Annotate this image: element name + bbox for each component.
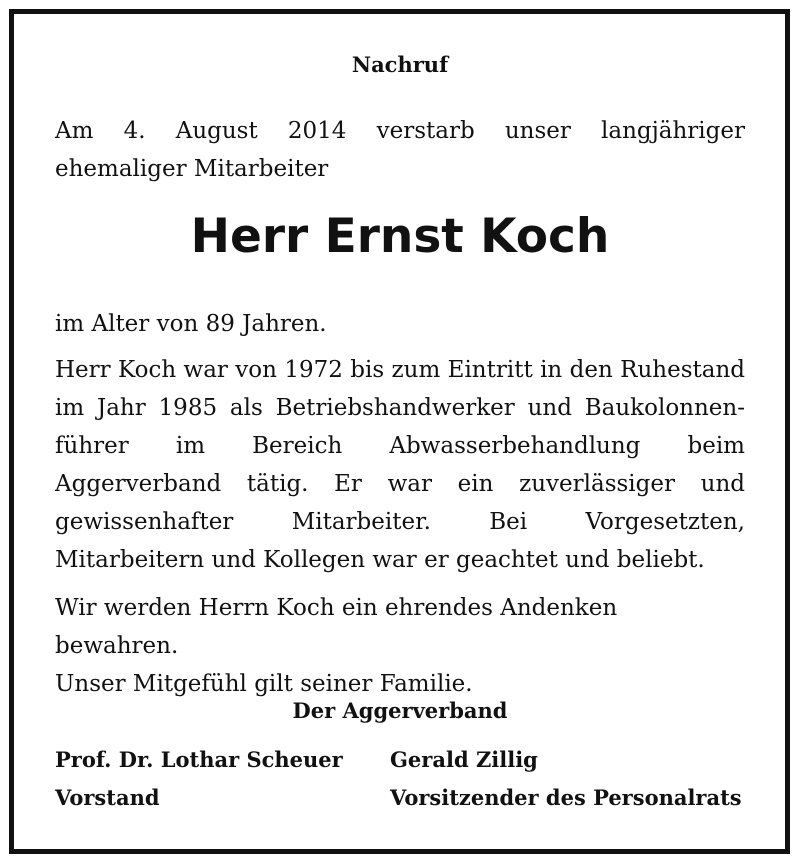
signatory-role: Vorsitzender des Personalrats: [390, 785, 742, 810]
age-line: im Alter von 89 Jahren.: [55, 311, 327, 337]
signatory-role: Vorstand: [55, 785, 160, 810]
organization-name: Der Aggerverband: [292, 698, 508, 723]
closing-line: Wir werden Herrn Koch ein ehrendes Andenken bewahren.: [55, 595, 618, 659]
signatory-name: Prof. Dr. Lothar Scheuer: [55, 747, 343, 772]
signatory-left: [55, 741, 343, 817]
closing-line: Unser Mitgefühl gilt seiner Familie.: [55, 671, 473, 697]
body-text: Herr Koch war von 1972 bis zum Eintritt in den Ruhestand im Jahr 1985 als Betriebshandwerker und Baukolonnenführer im Bereich Abwasserbehandlung beim Aggerverband tätig. Er war ein zuverlässiger und gewissenhafter Mitarbeiter. Bei Vorgesetzten, Mitarbeitern und Kollegen war er geachtet und beliebt.: [55, 357, 745, 573]
deceased-name: Herr Ernst Koch: [190, 209, 610, 264]
closing-text: [55, 589, 745, 703]
intro-text: Am 4. August 2014 verstarb unser langjähriger ehemaliger Mitarbeiter: [55, 118, 745, 182]
signatory-name: Gerald Zillig: [390, 747, 538, 772]
signatory-right: [390, 741, 742, 817]
obituary-heading: Nachruf: [351, 52, 449, 77]
